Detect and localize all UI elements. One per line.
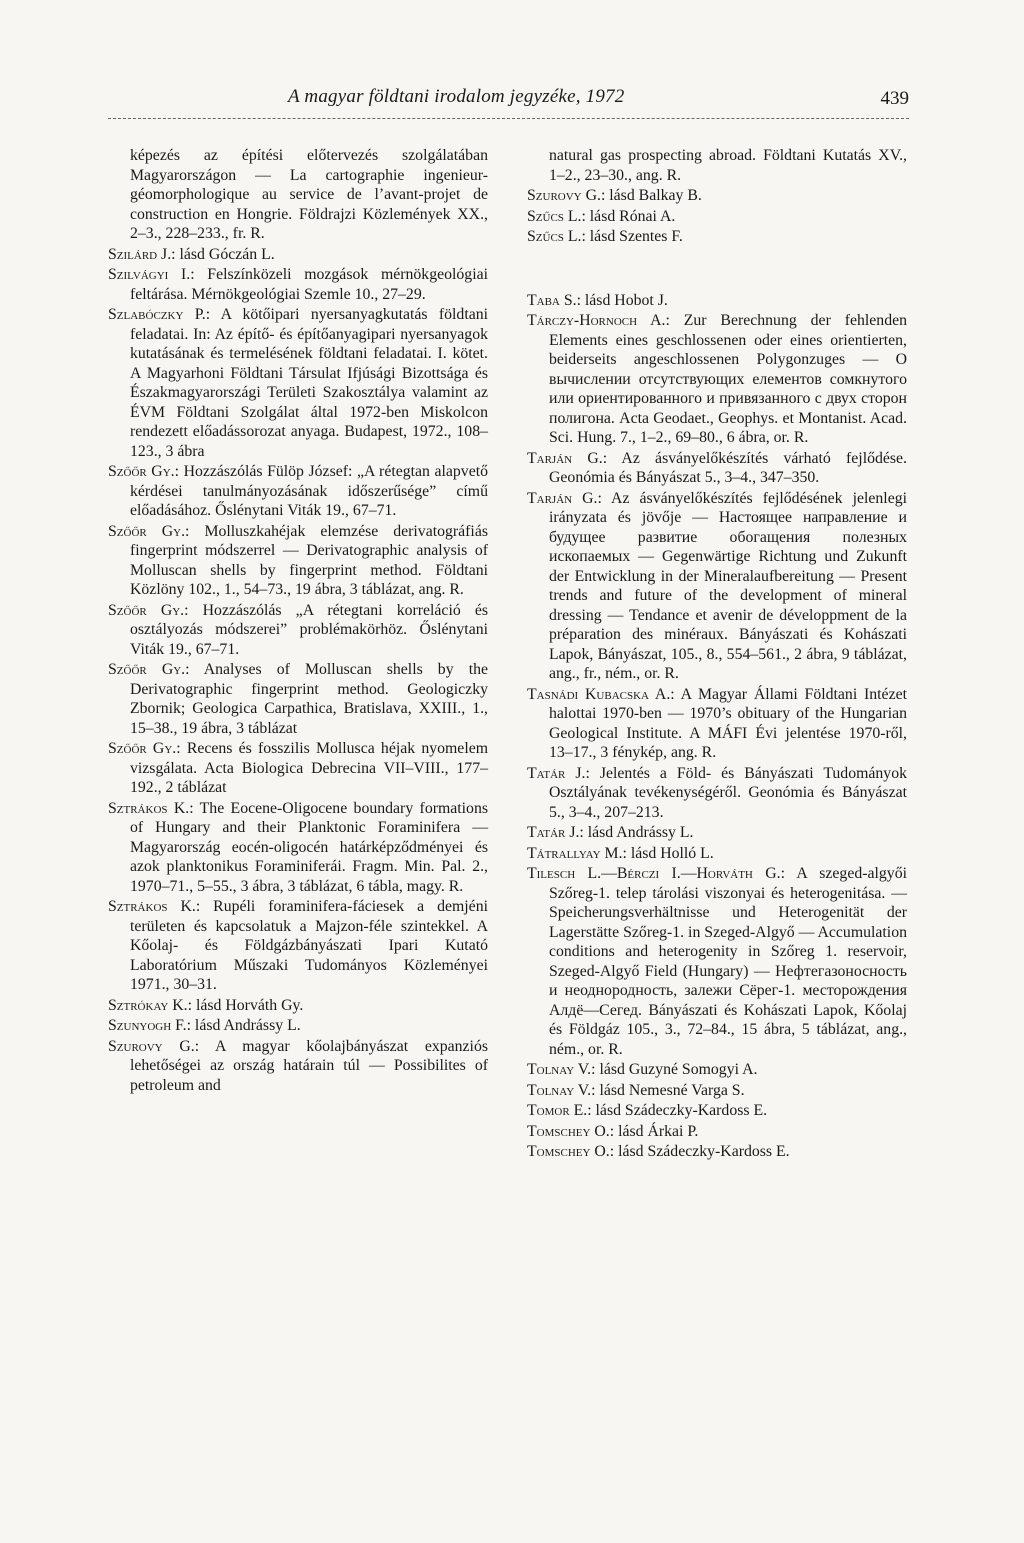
- entry-text: : Recens és fosszilis Mollusca héjak nyomelem vizsgálata. Acta Biologica Debrecina VII–VIII., 177–192., 2 táblázat: [130, 740, 489, 796]
- entry-author: Sztrákos K.: [108, 898, 196, 915]
- entry-text: : Az ásványelőkészítés fejlődésének jelenlegi irányzata és jövője — Настоящее направление и будущее развитие обогащения полезных ископаемых — Gegenwärtige Richtung und Zukunft der Entwicklung in der Mineralaufbereitung — Present trends and future of the development of mineral dressing — Tendance et avenir de développment de la préparation des minéraux. Bányászati és Kohászati Lapok, Bányászat, 105., 8., 554–561., 2 ábra, 9 táblázat, ang., fr., ném., or. R.: [549, 489, 907, 682]
- entry-author: Szőőr Gy.: [108, 661, 186, 678]
- entry-author: Szunyogh F.: [108, 1017, 187, 1034]
- entry-author: Tatár J.: [527, 764, 586, 782]
- entry-author: Szurovy G.: [108, 1037, 195, 1055]
- bibliography-entry: [108, 996, 488, 1016]
- bibliography-entry: [108, 462, 488, 521]
- entry-text: : lásd Árkai P.: [609, 1122, 699, 1140]
- bibliography-entry: [527, 1060, 907, 1080]
- entry-author: Tomschey O.: [527, 1143, 610, 1160]
- entry-text: : lásd Andrássy L.: [186, 1017, 301, 1034]
- bibliography-entry: [527, 146, 907, 185]
- bibliography-entry: [527, 823, 907, 843]
- bibliography-entry: [108, 1037, 488, 1096]
- entry-text: : lásd Rónai A.: [581, 207, 676, 225]
- running-title: A magyar földtani irodalom jegyzéke, 1972: [288, 86, 625, 107]
- entry-text: : Molluszkahéjak elemzése derivatográfiás fingerprint módszerrel — Derivatographic analysis of Molluscan shells by fingerprint method. Földtani Közlöny 102., 1., 54–73., 19 ábra, 3 táblázat, ang. R.: [130, 522, 488, 598]
- entry-text: : lásd Holló L.: [622, 844, 714, 862]
- bibliography-entry: [527, 207, 907, 227]
- bibliography-entry: [527, 685, 907, 763]
- header-rule: [108, 118, 909, 119]
- bibliography-entry: [108, 799, 488, 897]
- entry-text: : lásd Szentes F.: [581, 228, 683, 245]
- bibliography-entry: [527, 489, 907, 684]
- entry-text: : Jelentés a Föld- és Bányászati Tudományok Osztályának tevékenységéről. Geonómia és Bányászat 5., 3–4., 207–213.: [549, 764, 907, 821]
- entry-author: Tilesch L.—Bérczi I.—Horváth G.: [527, 865, 781, 882]
- bibliography-entry: [108, 739, 488, 798]
- entry-text: : lásd Nemesné Varga S.: [591, 1081, 745, 1099]
- page-header: [108, 84, 909, 124]
- entry-author: Tárczy-Hornoch A.: [527, 312, 666, 329]
- entry-author: Tarján G.: [527, 489, 598, 507]
- entry-text: : lásd Horváth Gy.: [187, 996, 304, 1014]
- right-column: [527, 146, 907, 1163]
- entry-text: : A kötőipari nyersanyagkutatás földtani feladatai. In: Az építő- és építőanyagipari nyersanyagok kutatásának és termelésének földtani feladatai. I. kötet. A Magyarhoni Földtani Társulat Ifjúsági Bizottsága és Északmagyarországi Területi Szakosztálya valamint az ÉVM Földtani Szolgálat által 1972-ben Miskolcon rendezett előadássorozat anyaga. Budapest, 1972., 108–123., 3 ábra: [130, 306, 489, 460]
- page-number: 439: [880, 88, 909, 109]
- bibliography-entry: [527, 764, 907, 823]
- bibliography-entry: [527, 311, 907, 448]
- entry-author: Tatár J.: [527, 824, 580, 841]
- bibliography-entry: [108, 660, 488, 738]
- entry-text: natural gas prospecting abroad. Földtani Kutatás XV., 1–2., 23–30., ang. R.: [549, 147, 907, 184]
- entry-text: : Felszínközeli mozgások mérnökgeológiai feltárása. Mérnökgeológiai Szemle 10., 27–29.: [130, 266, 488, 303]
- bibliography-entry: [108, 245, 488, 265]
- entry-author: Taba S.: [527, 291, 577, 309]
- entry-text: : Az ásványelőkészítés várható fejlődése. Geonómia és Bányászat 5., 3–4., 347–350.: [549, 449, 907, 486]
- entry-author: Szlabóczky P.: [108, 306, 206, 323]
- entry-author: Szőőr Gy.: [108, 463, 175, 480]
- entry-text: : A szeged-algyői Szőreg-1. telep tárolási viszonyai és heterogenitása. — Speicherungsverhältnisse und Heterogenität der Lagerstätte Szőreg-1. in Szeged-Algyő — Accumulation conditions and heterogenity in Szőreg 1. reservoir, Szeged-Algyő Field (Hungary) — Нефтегазоносность и неоднородность, залежи Сёрег-1. месторождения Алдё—Сегед. Bányászati és Kohászati Lapok, Kőolaj és Földgáz 105., 3., 72–84., 15 ábra, 5 táblázat, ang., ném., or. R.: [549, 865, 907, 1058]
- entry-text: : lásd Hobot J.: [576, 291, 668, 309]
- entry-text: : A magyar kőolajbányászat expanziós lehetőségei az ország határain túl — Possibilites of petroleum and: [130, 1037, 488, 1094]
- bibliography-entry: [527, 1142, 907, 1162]
- entry-text: : The Eocene-Oligocene boundary formations of Hungary and their Planktonic Foraminifera — Magyarország eocén-oligocén határképződményei és azok planktonikus Foraminiferái. Fragm. Min. Pal. 2., 1970–71., 5–55., 3 ábra, 3 táblázat, 6 tábla, magy. R.: [130, 799, 488, 895]
- left-column: [108, 146, 488, 1096]
- entry-author: Tarján G.: [527, 449, 603, 467]
- entry-text: : lásd Andrássy L.: [579, 824, 694, 841]
- entry-author: Tasnádi Kubacska A.: [527, 685, 671, 703]
- entry-text: : lásd Szádeczky-Kardoss E.: [587, 1102, 768, 1119]
- bibliography-entry: [527, 449, 907, 488]
- entry-text: : lásd Guzyné Somogyi A.: [591, 1061, 758, 1078]
- bibliography-entry: [108, 522, 488, 600]
- entry-author: Szűcs L.: [527, 228, 582, 245]
- entry-text: : Zur Berechnung der fehlenden Elements eines geschlossenen oder eines orientierten, beiderseits angeschlossenen Polygonzuges — О вычислении отсутствующих елементов сомкнутого или ориентированного и привязанного с двух сторон полигона. Acta Geodaet., Geophys. et Montanist. Acad. Sci. Hung. 7., 1–2., 69–80., 6 ábra, or. R.: [549, 312, 908, 446]
- bibliography-entry: [527, 1122, 907, 1142]
- entry-text: képezés az építési előtervezés szolgálatában Magyarországon — La cartographie ingenieur-géomorphologique au service de l’avant-projet de construction en Hongrie. Földrajzi Közlemények XX., 2–3., 228–233., fr. R.: [130, 147, 488, 242]
- entry-author: Szőőr Gy.: [108, 601, 185, 619]
- entry-author: Szőőr Gy.: [108, 522, 186, 540]
- entry-author: Tomor E.: [527, 1102, 588, 1119]
- entry-text: : Analyses of Molluscan shells by the Derivatographic fingerprint method. Geologiczky Zbornik; Geologica Carpathica, Bratislava, XXIII., 1., 15–38., 19 ábra, 3 táblázat: [130, 661, 488, 737]
- bibliography-entry: [108, 305, 488, 461]
- entry-author: Szurovy G.: [527, 187, 601, 204]
- bibliography-entry: [527, 864, 907, 1059]
- entry-author: Sztrákos K.: [108, 799, 190, 817]
- bibliography-entry: [108, 146, 488, 244]
- entry-text: : Hozzászólás „A rétegtani korreláció és osztályozás módszerei” problémakörhöz. Őslénytani Viták 19., 67–71.: [130, 601, 488, 658]
- entry-text: : lásd Szádeczky-Kardoss E.: [609, 1143, 790, 1160]
- entry-text: : Hozzászólás Fülöp József: „A rétegtan alapvető kérdései tanulmányozásának időszerűsége” című előadásához. Őslénytani Viták 19., 67–71.: [130, 463, 488, 519]
- entry-author: Tolnay V.: [527, 1081, 592, 1099]
- entry-author: Szűcs L.: [527, 207, 582, 225]
- bibliography-entry: [108, 265, 488, 304]
- entry-author: Tátrallyay M.: [527, 844, 623, 862]
- bibliography-entry: [108, 1016, 488, 1036]
- entry-author: Sztrókay K.: [108, 996, 188, 1014]
- bibliography-entry: [108, 601, 488, 660]
- entry-text: : lásd Góczán L.: [171, 245, 275, 263]
- bibliography-entry: [527, 186, 907, 206]
- entry-text: : lásd Balkay B.: [600, 187, 702, 204]
- bibliography-entry: [527, 1081, 907, 1101]
- bibliography-entry: [108, 897, 488, 995]
- entry-author: Tomschey O.: [527, 1122, 610, 1140]
- entry-author: Tolnay V.: [527, 1061, 592, 1078]
- entry-author: Szőőr Gy.: [108, 740, 177, 757]
- bibliography-entry: [527, 227, 907, 247]
- entry-text: : A Magyar Állami Földtani Intézet halottai 1970-ben — 1970’s obituary of the Hungarian Geological Institute. A MÁFI Évi jelentése 1970-ről, 13–17., 3 fénykép, ang. R.: [549, 685, 907, 761]
- bibliography-entry: [527, 844, 907, 864]
- entry-text: : Rupéli foraminifera-fáciesek a demjéni területen és kapcsolatuk a Majzon-féle szintekkel. A Kőolaj- és Földgázbányászati Ipari Kutató Laboratórium Műszaki Tudományos Közleményei 1971., 30–31.: [130, 898, 488, 993]
- entry-author: Szilvágyi I.: [108, 266, 191, 283]
- bibliography-entry: [527, 291, 907, 311]
- entry-author: Szilárd J.: [108, 245, 172, 263]
- bibliography-entry: [527, 1101, 907, 1121]
